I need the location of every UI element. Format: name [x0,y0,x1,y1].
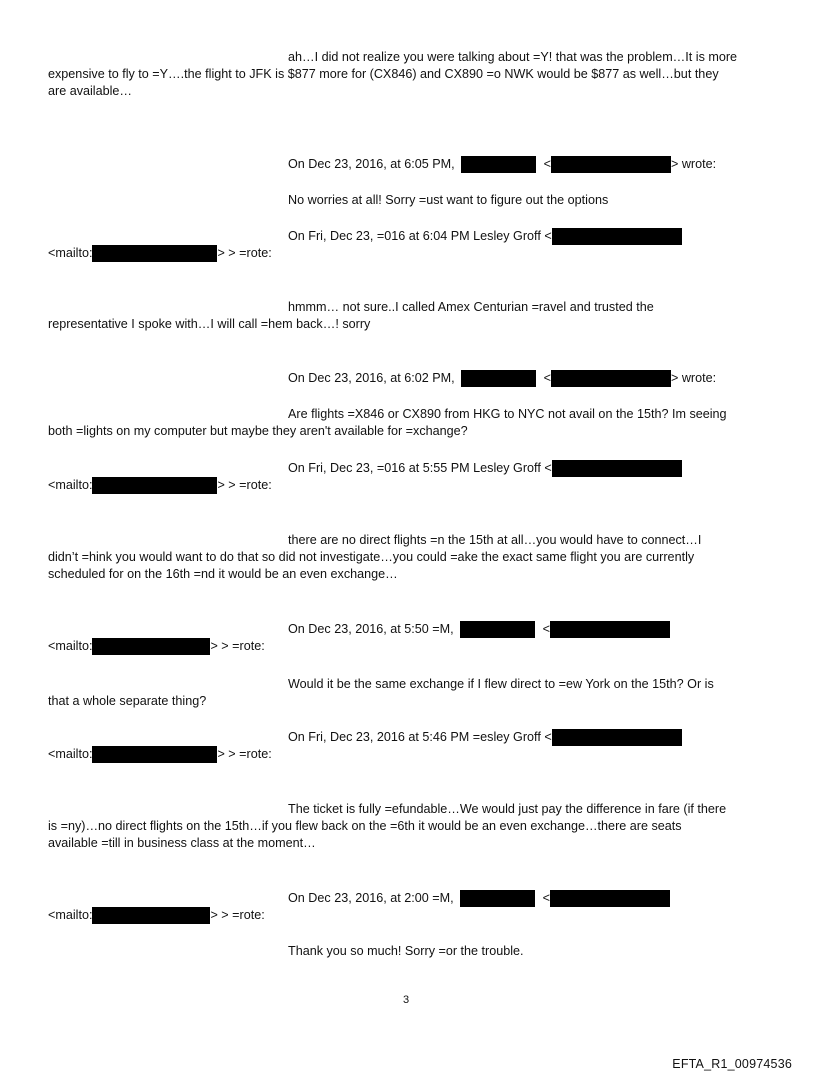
redaction-box [552,228,682,245]
mailto-label: <mailto: [48,747,93,761]
header-wrote: > > =rote: [217,246,272,260]
message-text: ah…I did not realize you were talking about =Y! that was the problem…It is more [288,50,738,64]
email-header [288,460,682,477]
message-text: that a whole separate thing? [48,694,207,708]
header-bracket: < [542,622,550,636]
header-date: On Fri, Dec 23, =016 at 5:55 PM Lesley Groff < [288,461,552,475]
header-date: On Dec 23, 2016, at 2:00 =M, [288,891,454,905]
message-text: didn’t =hink you would want to do that so did not investigate…you could =ake the exact same flight you are currently [48,550,695,564]
redaction-box [92,477,217,494]
redaction-box [92,907,210,924]
header-wrote: > > =rote: [210,908,265,922]
header-wrote: > wrote: [670,371,717,385]
header-date: On Dec 23, 2016, at 5:50 =M, [288,622,454,636]
header-wrote: > > =rote: [217,747,272,761]
email-header-mailto [48,907,265,924]
redaction-box [552,729,682,746]
email-header [288,621,670,638]
message-text: both =lights on my computer but maybe they aren't available for =xchange? [48,424,468,438]
message-text: Thank you so much! Sorry =or the trouble. [288,944,524,958]
redaction-box [551,156,671,173]
message-text: there are no direct flights =n the 15th at all…you would have to connect…I [288,533,702,547]
redaction-box [92,746,217,763]
email-header-mailto [48,638,265,655]
message-text: No worries at all! Sorry =ust want to figure out the options [288,193,609,207]
header-date: On Fri, Dec 23, 2016 at 5:46 PM =esley Groff < [288,730,552,744]
redaction-box [551,370,671,387]
mailto-label: <mailto: [48,639,93,653]
email-header [288,729,682,746]
redaction-box [550,621,670,638]
mailto-label: <mailto: [48,478,93,492]
redaction-box [92,638,210,655]
header-bracket: < [543,157,551,171]
message-text: Would it be the same exchange if I flew direct to =ew York on the 15th? Or is [288,677,714,691]
redaction-box [460,621,535,638]
message-text: scheduled for on the 16th =nd it would be an even exchange… [48,567,398,581]
message-text: Are flights =X846 or CX890 from HKG to NYC not avail on the 15th? Im seeing [288,407,727,421]
email-header [288,156,716,173]
message-text: is =ny)…no direct flights on the 15th…if you flew back on the =6th it would be an even exchange…there are seats [48,819,682,833]
email-header [288,890,670,907]
header-wrote: > > =rote: [217,478,272,492]
header-bracket: < [543,371,551,385]
mailto-label: <mailto: [48,246,93,260]
redaction-box [92,245,217,262]
header-date: On Dec 23, 2016, at 6:05 PM, [288,157,455,171]
redaction-box [550,890,670,907]
message-text: expensive to fly to =Y….the flight to JFK is $877 more for (CX846) and CX890 =o NWK would be $877 as well…but they [48,67,719,81]
email-header-mailto [48,477,272,494]
redaction-box [460,890,535,907]
email-header [288,228,682,245]
redaction-box [552,460,682,477]
message-text: are available… [48,84,133,98]
header-date: On Fri, Dec 23, =016 at 6:04 PM Lesley Groff < [288,229,552,243]
email-header [288,370,716,387]
document-id: EFTA_R1_00974536 [672,1057,792,1071]
email-header-mailto [48,746,272,763]
redaction-box [461,370,536,387]
redaction-box [461,156,536,173]
message-text: representative I spoke with…I will call =hem back…! sorry [48,317,371,331]
header-wrote: > > =rote: [210,639,265,653]
message-text: available =till in business class at the moment… [48,836,316,850]
header-wrote: > wrote: [670,157,717,171]
mailto-label: <mailto: [48,908,93,922]
message-text: The ticket is fully =efundable…We would just pay the difference in fare (if there [288,802,727,816]
page-number: 3 [403,994,410,1006]
email-header-mailto [48,245,272,262]
header-date: On Dec 23, 2016, at 6:02 PM, [288,371,455,385]
header-bracket: < [542,891,550,905]
message-text: hmmm… not sure..I called Amex Centurian =ravel and trusted the [288,300,654,314]
